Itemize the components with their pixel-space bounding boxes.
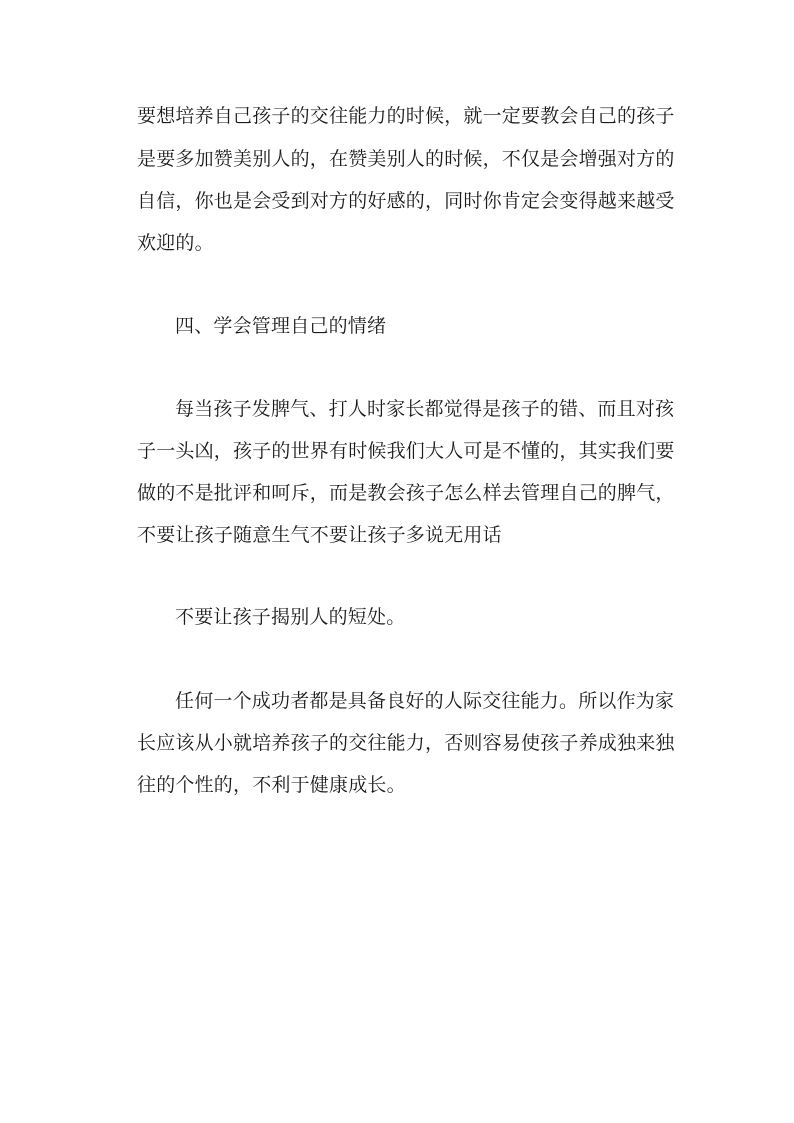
paragraph-5-line-1: 任何一个成功者都是具备良好的人际交往能力。所以作为家	[175, 690, 675, 712]
paragraph-3-line-1: 每当孩子发脾气、打人时家长都觉得是孩子的错、而且对孩	[175, 398, 675, 420]
paragraph-4-line-1: 不要让孩子揭别人的短处。	[175, 606, 406, 628]
paragraph-3-line-4: 不要让孩子随意生气不要让孩子多说无用话	[137, 524, 502, 546]
paragraph-3-line-3: 做的不是批评和呵斥，而是教会孩子怎么样去管理自己的脾气，	[137, 482, 675, 504]
paragraph-1-line-2: 是要多加赞美别人的，在赞美别人的时候，不仅是会增强对方的	[137, 148, 675, 170]
paragraph-1-line-3: 自信，你也是会受到对方的好感的，同时你肯定会变得越来越受	[137, 190, 675, 212]
paragraph-5-line-3: 往的个性的，不利于健康成长。	[137, 774, 406, 796]
paragraph-3-line-2: 子一头凶，孩子的世界有时候我们大人可是不懂的，其实我们要	[137, 440, 675, 462]
paragraph-1-line-4: 欢迎的。	[137, 232, 214, 254]
paragraph-5-line-2: 长应该从小就培养孩子的交往能力，否则容易使孩子养成独来独	[137, 732, 675, 754]
section-heading: 四、学会管理自己的情绪	[175, 315, 387, 337]
paragraph-1-line-1: 要想培养自己孩子的交往能力的时候，就一定要教会自己的孩子	[137, 105, 675, 127]
